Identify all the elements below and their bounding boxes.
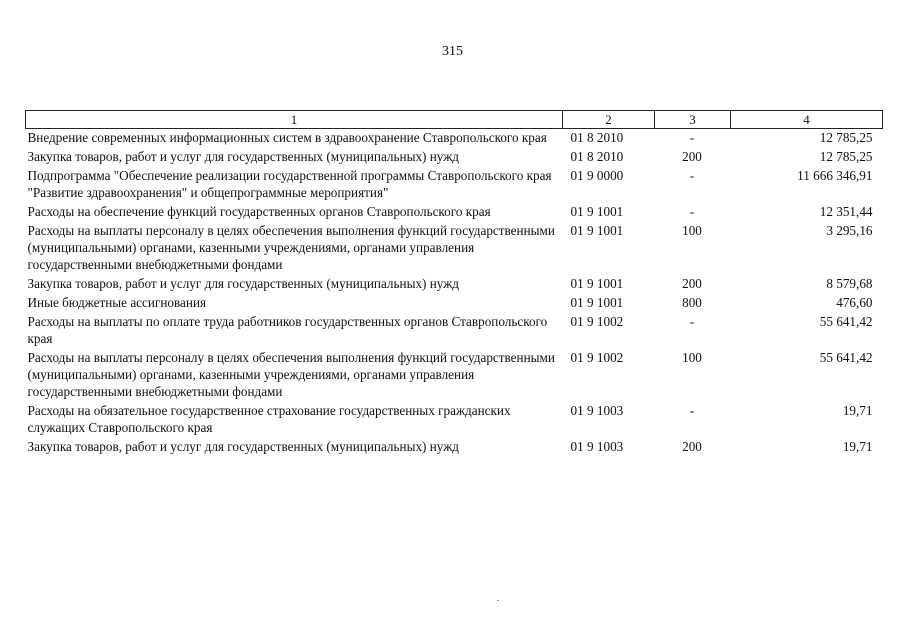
row-type: - — [689, 403, 695, 418]
row-amount: 12 785,25 — [819, 130, 873, 145]
row-amount: 8 579,68 — [826, 276, 873, 291]
row-code: 01 9 1002 — [570, 314, 624, 329]
header-row — [26, 111, 883, 129]
row-type: 100 — [682, 223, 702, 238]
row-name: Расходы на выплаты по оплате труда работников государственных органов Ставропольского края — [27, 314, 548, 346]
row-code: 01 8 2010 — [570, 149, 624, 164]
row-name: Расходы на выплаты персоналу в целях обеспечения выполнения функций государственными (муниципальными) органами, казенными учреждениями, органами управления государственными внебюджетными фондами — [27, 350, 555, 399]
row-name: Закупка товаров, работ и услуг для государственных (муниципальных) нужд — [27, 276, 460, 291]
row-type: - — [689, 168, 695, 183]
row-code: 01 9 1003 — [570, 403, 624, 418]
row-name: Расходы на обязательное государственное страхование государственных гражданских служащих Ставропольского края — [27, 403, 511, 435]
row-type: - — [689, 130, 695, 145]
page-number: 315 — [442, 44, 463, 59]
table-row — [26, 203, 883, 222]
table-body — [26, 129, 883, 458]
row-code: 01 9 1003 — [570, 439, 624, 454]
row-name: Иные бюджетные ассигнования — [27, 295, 207, 310]
row-code: 01 8 2010 — [570, 130, 624, 145]
row-name: Внедрение современных информационных систем в здравоохранение Ставропольского края — [27, 130, 547, 145]
row-type: 200 — [682, 439, 702, 454]
column-header-3: 3 — [655, 111, 731, 129]
row-name: Закупка товаров, работ и услуг для государственных (муниципальных) нужд — [27, 439, 460, 454]
table-row — [26, 222, 883, 275]
column-header-1: 1 — [26, 111, 563, 129]
row-code: 01 9 1001 — [570, 204, 624, 219]
row-name: Закупка товаров, работ и услуг для государственных (муниципальных) нужд — [27, 149, 460, 164]
row-code: 01 9 1001 — [570, 295, 624, 310]
row-type: - — [689, 314, 695, 329]
table-row — [26, 275, 883, 294]
table-row — [26, 167, 883, 203]
table-row — [26, 313, 883, 349]
row-amount: 12 785,25 — [819, 149, 873, 164]
row-type: 200 — [682, 276, 702, 291]
row-amount: 3 295,16 — [826, 223, 873, 238]
row-amount: 19,71 — [842, 403, 873, 418]
row-type: 800 — [682, 295, 702, 310]
scan-speck — [497, 600, 499, 601]
row-code: 01 9 1001 — [570, 223, 624, 238]
row-code: 01 9 1001 — [570, 276, 624, 291]
column-header-4: 4 — [731, 111, 883, 129]
row-amount: 55 641,42 — [819, 314, 873, 329]
row-name: Расходы на обеспечение функций государственных органов Ставропольского края — [27, 204, 491, 219]
column-header-2: 2 — [563, 111, 655, 129]
row-type: - — [689, 204, 695, 219]
row-amount: 55 641,42 — [819, 350, 873, 365]
row-type: 100 — [682, 350, 702, 365]
table-row — [26, 129, 883, 149]
table-row — [26, 349, 883, 402]
row-amount: 11 666 346,91 — [797, 168, 873, 183]
row-type: 200 — [682, 149, 702, 164]
table-row — [26, 438, 883, 457]
row-name: Подпрограмма "Обеспечение реализации государственной программы Ставропольского края "Развитие здравоохранения" и общепрограммные мероприятия" — [27, 168, 552, 200]
row-amount: 19,71 — [842, 439, 873, 454]
row-code: 01 9 1002 — [570, 350, 624, 365]
row-amount: 12 351,44 — [819, 204, 873, 219]
row-amount: 476,60 — [836, 295, 873, 310]
table-header — [26, 111, 883, 129]
row-name: Расходы на выплаты персоналу в целях обеспечения выполнения функций государственными (муниципальными) органами, казенными учреждениями, органами управления государственными внебюджетными фондами — [27, 223, 555, 272]
table-row — [26, 402, 883, 438]
row-code: 01 9 0000 — [570, 168, 624, 183]
table-row — [26, 294, 883, 313]
table-row — [26, 148, 883, 167]
budget-table — [25, 110, 883, 457]
